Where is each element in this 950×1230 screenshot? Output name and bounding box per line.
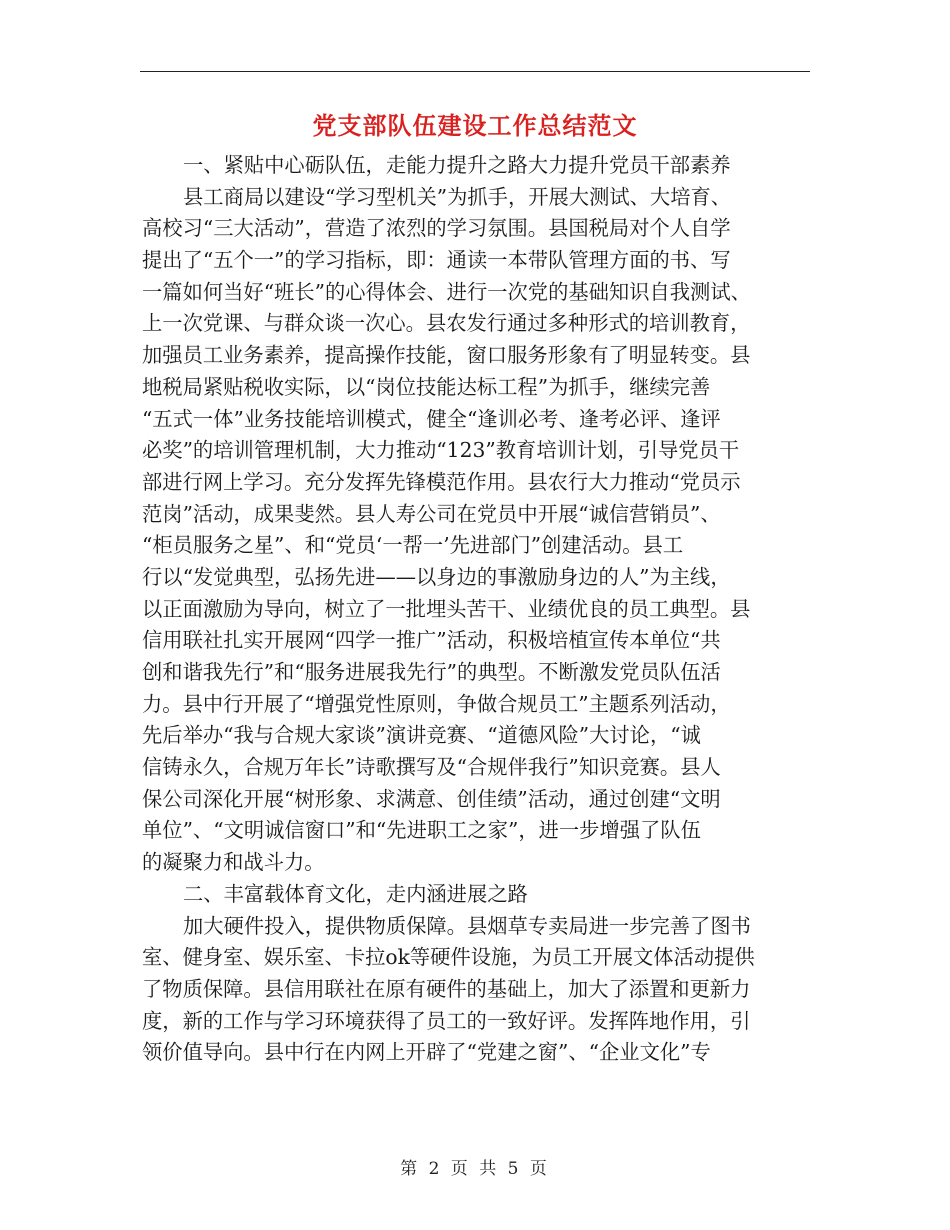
text-line: 保公司深化开展“树形象、求满意、创佳绩”活动，通过创建“文明 [142,786,721,811]
text-line: “五式一体”业务技能培训模式，健全“逢训必考、逢考必评、逢评 [142,406,721,431]
text-line: 力。县中行开展了“增强党性原则，争做合规员工”主题系列活动， [142,691,731,716]
text-line: 度，新的工作与学习环境获得了员工的一致好评。发挥阵地作用，引 [142,1008,751,1033]
text-line: 信用联社扎实开展网“四学一推广”活动，积极培植宣传本单位“共 [142,628,721,653]
text-line: 一、紧贴中心砺队伍，走能力提升之路大力提升党员干部素养 [183,153,731,177]
text-line: 先后举办“我与合规大家谈”演讲竞赛、“道德风险”大讨论，“诚 [142,723,701,748]
text-line: 提出了“五个一”的学习指标，即：通读一本带队管理方面的书、写 [142,248,731,273]
text-line: 部进行网上学习。充分发挥先锋模范作用。县农行大力推动“党员示 [142,469,741,494]
text-line: 信铸永久，合规万年长”诗歌撰写及“合规伴我行”知识竞赛。县人 [142,755,721,780]
text-line: 上一次党课、与群众谈一次心。县农发行通过多种形式的培训教育， [142,311,751,336]
text-line: 一篇如何当好“班长”的心得体会、进行一次党的基础知识自我测试、 [142,279,751,304]
text-line: 加大硬件投入，提供物质保障。县烟草专卖局进一步完善了图书 [183,913,751,938]
text-line: 范岗”活动，成果斐然。县人寿公司在党员中开展“诚信营销员”、 [142,501,721,526]
page-footer: 第 2 页 共 5 页 [400,1159,550,1179]
document-body [142,150,810,1069]
text-line: 地税局紧贴税收实际，以“岗位技能达标工程”为抓手，继续完善 [142,374,711,399]
text-line: 以正面激励为导向，树立了一批埋头苦干、业绩优良的员工典型。县 [142,596,751,621]
text-line: 行以“发觉典型，弘扬先进——以身边的事激励身边的人”为主线， [142,564,731,589]
text-line: 创和谐我先行”和“服务进展我先行”的典型。不断激发党员队伍活 [142,660,721,684]
text-line: 了物质保障。县信用联社在原有硬件的基础上，加大了添置和更新力 [142,976,751,1001]
text-line: 单位”、“文明诚信窗口”和“先进职工之家”，进一步增强了队伍 [142,818,701,843]
text-line: “柜员服务之星”、和“党员‘一帮一’先进部门”创建活动。县工 [142,533,684,558]
text-line: 二、丰富载体育文化，走内涵进展之路 [183,881,528,906]
header-rule [140,71,810,72]
text-line: 的凝聚力和战斗力。 [142,850,325,875]
text-line: 必奖”的培训管理机制，大力推动“123”教育培训计划，引导党员干 [142,438,740,463]
text-line: 县工商局以建设“学习型机关”为抓手，开展大测试、大培育、 [183,184,732,209]
page-title: 党支部队伍建设工作总结范文 [312,111,638,140]
text-line: 加强员工业务素养，提高操作技能，窗口服务形象有了明显转变。县 [142,343,751,368]
text-line: 室、健身室、娱乐室、卡拉ok等硬件设施，为员工开展文体活动提供 [142,945,755,970]
text-line: 领价值导向。县中行在内网上开辟了“党建之窗”、“企业文化”专 [142,1040,711,1065]
text-line: 高校习“三大活动”，营造了浓烈的学习氛围。县国税局对个人自学 [142,216,731,241]
